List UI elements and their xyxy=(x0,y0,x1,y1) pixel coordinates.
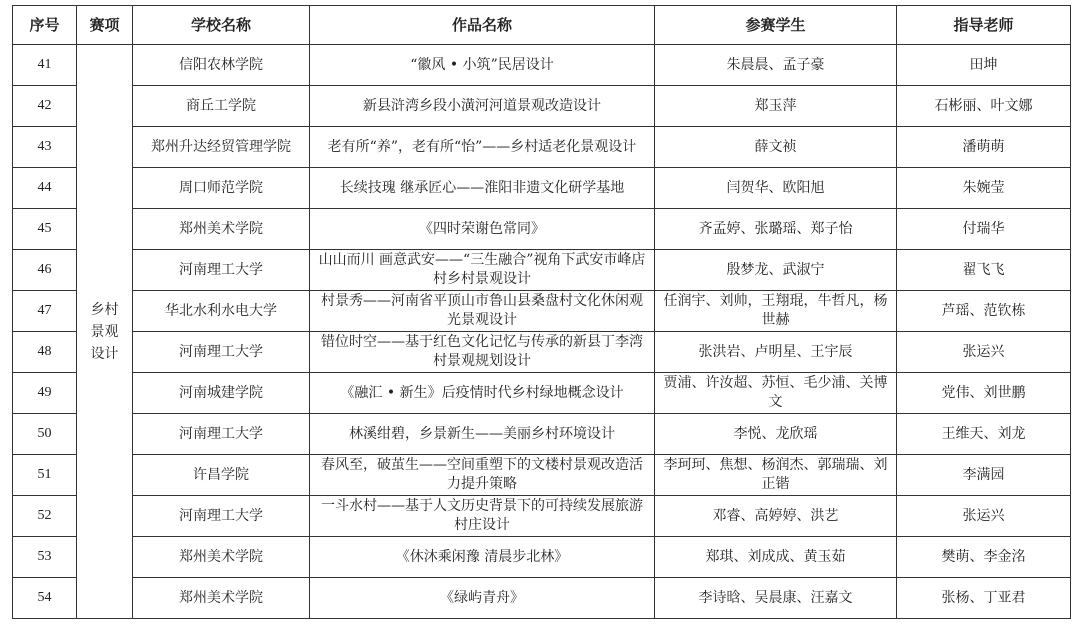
cell-no: 41 xyxy=(13,45,77,86)
cell-no: 52 xyxy=(13,496,77,537)
header-students: 参赛学生 xyxy=(655,6,897,45)
cell-school: 周口师范学院 xyxy=(133,168,310,209)
table-row xyxy=(13,332,1071,373)
table-row xyxy=(13,373,1071,414)
cell-teacher: 张杨、丁亚君 xyxy=(897,578,1071,619)
category-cell xyxy=(77,45,133,619)
cell-teacher: 芦瑶、范钦栋 xyxy=(897,291,1071,332)
cell-students: 郑玉萍 xyxy=(655,86,897,127)
cell-work: “徽风 • 小筑”民居设计 xyxy=(310,45,655,86)
cell-no: 42 xyxy=(13,86,77,127)
cell-students: 朱晨晨、孟子豪 xyxy=(655,45,897,86)
table-row xyxy=(13,86,1071,127)
cell-no: 49 xyxy=(13,373,77,414)
cell-teacher: 樊萌、李金洺 xyxy=(897,537,1071,578)
cell-work: 村景秀——河南省平顶山市鲁山县桑盘村文化休闲观光景观设计 xyxy=(310,291,655,332)
cell-school: 许昌学院 xyxy=(133,455,310,496)
cell-students: 李诗晗、吴晨康、汪嘉文 xyxy=(655,578,897,619)
cell-school: 信阳农林学院 xyxy=(133,45,310,86)
cell-work: 春风至，破茧生——空间重塑下的文楼村景观改造活力提升策略 xyxy=(310,455,655,496)
cell-school: 河南理工大学 xyxy=(133,250,310,291)
cell-school: 郑州美术学院 xyxy=(133,578,310,619)
cell-students: 李珂珂、焦想、杨润杰、郭瑞瑞、刘正锴 xyxy=(655,455,897,496)
table-row xyxy=(13,414,1071,455)
cell-school: 华北水利水电大学 xyxy=(133,291,310,332)
cell-school: 商丘工学院 xyxy=(133,86,310,127)
cell-teacher: 王维天、刘龙 xyxy=(897,414,1071,455)
cell-school: 河南理工大学 xyxy=(133,332,310,373)
awards-table xyxy=(12,5,1071,619)
cell-students: 任润宇、刘帅，王翔琨，牛哲凡，杨世赫 xyxy=(655,291,897,332)
cell-teacher: 翟飞飞 xyxy=(897,250,1071,291)
cell-no: 44 xyxy=(13,168,77,209)
cell-no: 43 xyxy=(13,127,77,168)
cell-work: 新县浒湾乡段小潢河河道景观改造设计 xyxy=(310,86,655,127)
table-row xyxy=(13,578,1071,619)
table-row xyxy=(13,250,1071,291)
cell-students: 李悦、龙欣瑶 xyxy=(655,414,897,455)
cell-work: 长续技瑰 继承匠心——淮阳非遗文化研学基地 xyxy=(310,168,655,209)
table-row xyxy=(13,45,1071,86)
header-work: 作品名称 xyxy=(310,6,655,45)
cell-students: 薛文祯 xyxy=(655,127,897,168)
cell-teacher: 党伟、刘世鹏 xyxy=(897,373,1071,414)
cell-school: 郑州美术学院 xyxy=(133,209,310,250)
cell-no: 51 xyxy=(13,455,77,496)
header-row xyxy=(13,6,1071,45)
cell-school: 河南城建学院 xyxy=(133,373,310,414)
cell-work: 山山而川 画意武安——“三生融合”视角下武安市峰店村乡村景观设计 xyxy=(310,250,655,291)
cell-work: 《融汇 • 新生》后疫情时代乡村绿地概念设计 xyxy=(310,373,655,414)
category-label: 乡村景观设计 xyxy=(90,301,119,362)
cell-teacher: 付瑞华 xyxy=(897,209,1071,250)
cell-work: 《四时荣谢色常同》 xyxy=(310,209,655,250)
cell-school: 河南理工大学 xyxy=(133,496,310,537)
cell-no: 48 xyxy=(13,332,77,373)
cell-students: 闫贺华、欧阳旭 xyxy=(655,168,897,209)
header-no: 序号 xyxy=(13,6,77,45)
cell-students: 殷梦龙、武淑宁 xyxy=(655,250,897,291)
table-row xyxy=(13,537,1071,578)
header-teacher: 指导老师 xyxy=(897,6,1071,45)
cell-students: 郑琪、刘成成、黄玉茹 xyxy=(655,537,897,578)
cell-no: 53 xyxy=(13,537,77,578)
cell-teacher: 田坤 xyxy=(897,45,1071,86)
cell-no: 54 xyxy=(13,578,77,619)
table-row xyxy=(13,127,1071,168)
table-row xyxy=(13,496,1071,537)
cell-work: 《休沐乘闲豫 清晨步北林》 xyxy=(310,537,655,578)
cell-no: 50 xyxy=(13,414,77,455)
cell-students: 邓睿、高婷婷、洪艺 xyxy=(655,496,897,537)
cell-teacher: 潘萌萌 xyxy=(897,127,1071,168)
cell-students: 贾浦、许汝超、苏恒、毛少浦、关博文 xyxy=(655,373,897,414)
table-row xyxy=(13,209,1071,250)
cell-school: 河南理工大学 xyxy=(133,414,310,455)
table-row xyxy=(13,168,1071,209)
cell-teacher: 张运兴 xyxy=(897,496,1071,537)
cell-work: 一斗水村——基于人文历史背景下的可持续发展旅游村庄设计 xyxy=(310,496,655,537)
header-category: 赛项 xyxy=(77,6,133,45)
cell-work: 老有所“养”，老有所“怡”——乡村适老化景观设计 xyxy=(310,127,655,168)
cell-work: 错位时空——基于红色文化记忆与传承的新县丁李湾村景观规划设计 xyxy=(310,332,655,373)
cell-work: 林溪绀碧，乡景新生——美丽乡村环境设计 xyxy=(310,414,655,455)
cell-work: 《绿屿青舟》 xyxy=(310,578,655,619)
cell-students: 张洪岩、卢明星、王宇辰 xyxy=(655,332,897,373)
cell-school: 郑州升达经贸管理学院 xyxy=(133,127,310,168)
cell-no: 47 xyxy=(13,291,77,332)
cell-teacher: 张运兴 xyxy=(897,332,1071,373)
cell-teacher: 李满园 xyxy=(897,455,1071,496)
cell-teacher: 朱婉莹 xyxy=(897,168,1071,209)
cell-no: 45 xyxy=(13,209,77,250)
table-row xyxy=(13,455,1071,496)
header-school: 学校名称 xyxy=(133,6,310,45)
cell-school: 郑州美术学院 xyxy=(133,537,310,578)
cell-no: 46 xyxy=(13,250,77,291)
cell-students: 齐孟婷、张璐瑶、郑子怡 xyxy=(655,209,897,250)
table-row xyxy=(13,291,1071,332)
cell-teacher: 石彬丽、叶文娜 xyxy=(897,86,1071,127)
